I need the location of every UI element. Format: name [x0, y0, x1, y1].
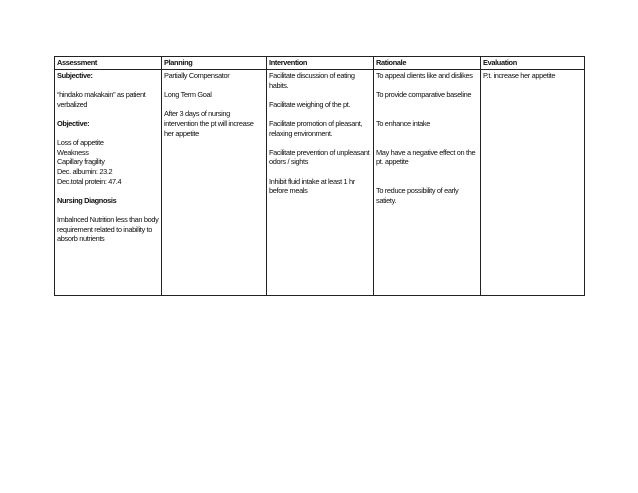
header-intervention: Intervention: [267, 57, 374, 70]
planning-type: Partially Compensator: [164, 71, 230, 80]
header-evaluation: Evaluation: [481, 57, 585, 70]
objective-line: Loss of appetite: [57, 138, 104, 148]
rationale-item: To appeal clients like and dislikes: [376, 71, 473, 80]
intervention-cell: [267, 70, 374, 296]
evaluation-text: P.t. increase her appetite: [483, 71, 556, 80]
objective-line: Capillary fragility: [57, 157, 105, 167]
objective-line: Dec.total protein: 47.4: [57, 176, 122, 186]
header-assessment: Assessment: [55, 57, 162, 70]
subjective-label: Subjective:: [57, 71, 93, 80]
goal-text: After 3 days of nursing intervention the pt will increase her appetite: [164, 109, 254, 138]
header-planning: Planning: [162, 57, 267, 70]
intervention-item: Facilitate discussion of eating habits.: [269, 71, 355, 90]
diagnosis-text: Imbalnced Nutrition less than body requirement related to inability to absorb nutrients: [57, 214, 159, 244]
objective-label: Objective:: [57, 118, 90, 128]
diagnosis-label: Nursing Diagnosis: [57, 195, 117, 205]
rationale-item: To enhance intake: [376, 118, 431, 128]
rationale-item: May have a negative effect on the pt. appetite: [376, 147, 476, 167]
evaluation-cell: [481, 70, 585, 296]
nursing-care-plan-table: [54, 56, 585, 296]
table-row: [55, 70, 585, 296]
rationale-cell: [374, 70, 481, 296]
objective-line: Weakness: [57, 147, 89, 157]
assessment-cell: [55, 70, 162, 296]
intervention-item: Facilitate promotion of pleasant, relaxing environment.: [269, 118, 363, 138]
rationale-item: To provide comparative baseline: [376, 90, 472, 100]
goal-label: Long Term Goal: [164, 90, 212, 100]
intervention-item: Facilitate weighing of the pt.: [269, 99, 351, 109]
intervention-item: Facilitate prevention of unpleasant odors / sights: [269, 147, 370, 167]
rationale-item: To reduce possibility of early satiety.: [376, 186, 459, 205]
objective-line: Dec. albumin: 23.2: [57, 166, 113, 176]
subjective-text: “hindako makakain” as patient verbalized: [57, 90, 146, 109]
header-rationale: Rationale: [374, 57, 481, 70]
planning-cell: [162, 70, 267, 296]
table-header-row: [55, 57, 585, 70]
intervention-item: Inhibit fluid intake at least 1 hr before meals: [269, 176, 355, 196]
